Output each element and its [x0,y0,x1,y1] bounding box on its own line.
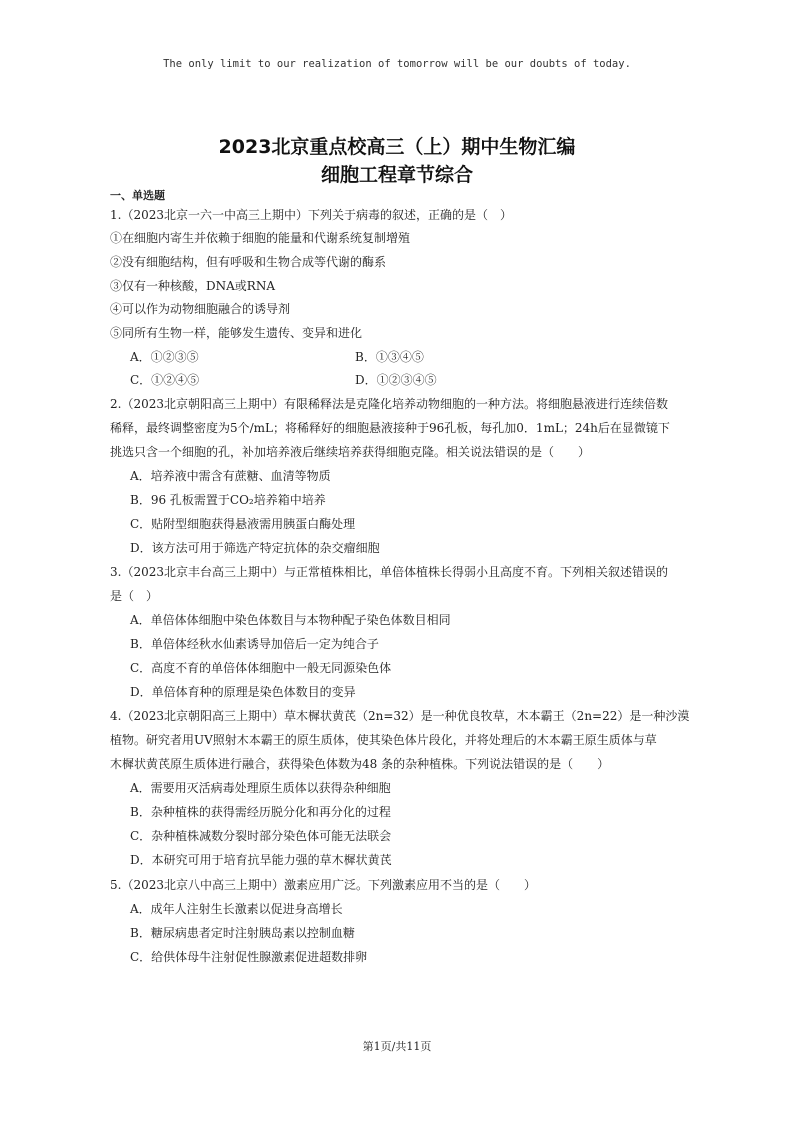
page-subtitle: 细胞工程章节综合 [320,164,473,186]
q5-option-b: B．糖尿病患者定时注射胰岛素以控制血糖 [130,926,355,940]
q4-stem-line-3: 木樨状黄芪原生质体进行融合，获得染色体数为48 条的杂种植株。下列说法错误的是（ ） [110,757,610,771]
q1-option-c: C．①②④⑤ [130,373,200,387]
q1-option-a: A．①②③⑤ [130,350,199,364]
q2-stem-line-1: 2.（2023北京朝阳高三上期中）有限稀释法是克隆化培养动物细胞的一种方法。将细胞悬液进行连续倍数 [110,397,668,411]
q1-item-1: ①在细胞内寄生并依赖于细胞的能量和代谢系统复制增殖 [110,231,411,245]
page-title: 2023北京重点校高三（上）期中生物汇编 [218,136,576,158]
q4-stem-line-1: 4.（2023北京朝阳高三上期中）草木樨状黄芪（2n=32）是一种优良牧草，木本霸王（2n=22）是一种沙漠 [110,709,690,723]
page-footer: 第1页/共11页 [362,1040,432,1053]
q3-stem-line-2: 是（ ） [110,589,159,603]
q4-stem-line-2: 植物。研究者用UV照射木本霸王的原生质体，使其染色体片段化，并将处理后的木本霸王原生质体与草 [110,733,657,747]
q1-item-5: ⑤同所有生物一样，能够发生遗传、变异和进化 [110,326,363,340]
q3-option-c: C．高度不育的单倍体体细胞中一般无同源染色体 [130,661,392,675]
section-heading: 一、单选题 [110,189,165,202]
q1-item-2: ②没有细胞结构，但有呼吸和生物合成等代谢的酶系 [110,255,387,269]
q3-option-d: D．单倍体育种的原理是染色体数目的变异 [130,685,356,699]
header-quote: The only limit to our realization of tomorrow will be our doubts of today. [163,58,631,70]
q3-stem-line-1: 3.（2023北京丰台高三上期中）与正常植株相比，单倍体植株长得弱小且高度不育。下列相关叙述错误的 [110,565,668,579]
q4-option-a: A．需要用灭活病毒处理原生质体以获得杂种细胞 [130,781,391,795]
q1-item-4: ④可以作为动物细胞融合的诱导剂 [110,302,291,316]
q3-option-b: B．单倍体经秋水仙素诱导加倍后一定为纯合子 [130,637,379,651]
q3-option-a: A．单倍体体细胞中染色体数目与本物种配子染色体数目相同 [130,613,451,627]
q2-option-d: D．该方法可用于筛选产特定抗体的杂交瘤细胞 [130,541,380,555]
q4-option-c: C．杂种植株减数分裂时部分染色体可能无法联会 [130,829,392,843]
q4-option-d: D．本研究可用于培育抗旱能力强的草木樨状黄芪 [130,853,392,867]
q2-option-c: C．贴附型细胞获得悬液需用胰蛋白酶处理 [130,517,356,531]
q2-stem-line-3: 挑选只含一个细胞的孔，补加培养液后继续培养获得细胞克隆。相关说法错误的是（ ） [110,445,591,459]
q1-stem: 1.（2023北京一六一中高三上期中）下列关于病毒的叙述，正确的是（ ） [110,208,512,222]
q1-option-d: D．①②③④⑤ [355,373,437,387]
q2-option-a: A．培养液中需含有蔗糖、血清等物质 [130,469,331,483]
q2-stem-line-2: 稀释，最终调整密度为5个/mL；将稀释好的细胞悬液接种于96孔板，每孔加0．1mL；24h后在显微镜下 [110,421,670,435]
q5-option-c: C．给供体母牛注射促性腺激素促进超数排卵 [130,950,368,964]
q5-stem: 5.（2023北京八中高三上期中）激素应用广泛。下列激素应用不当的是（ ） [110,878,536,892]
q1-option-b: B．①③④⑤ [355,350,424,364]
q2-option-b: B．96 孔板需置于CO₂培养箱中培养 [130,493,326,507]
q4-option-b: B．杂种植株的获得需经历脱分化和再分化的过程 [130,805,391,819]
q1-item-3: ③仅有一种核酸，DNA或RNA [110,279,275,293]
q5-option-a: A．成年人注射生长激素以促进身高增长 [130,902,343,916]
